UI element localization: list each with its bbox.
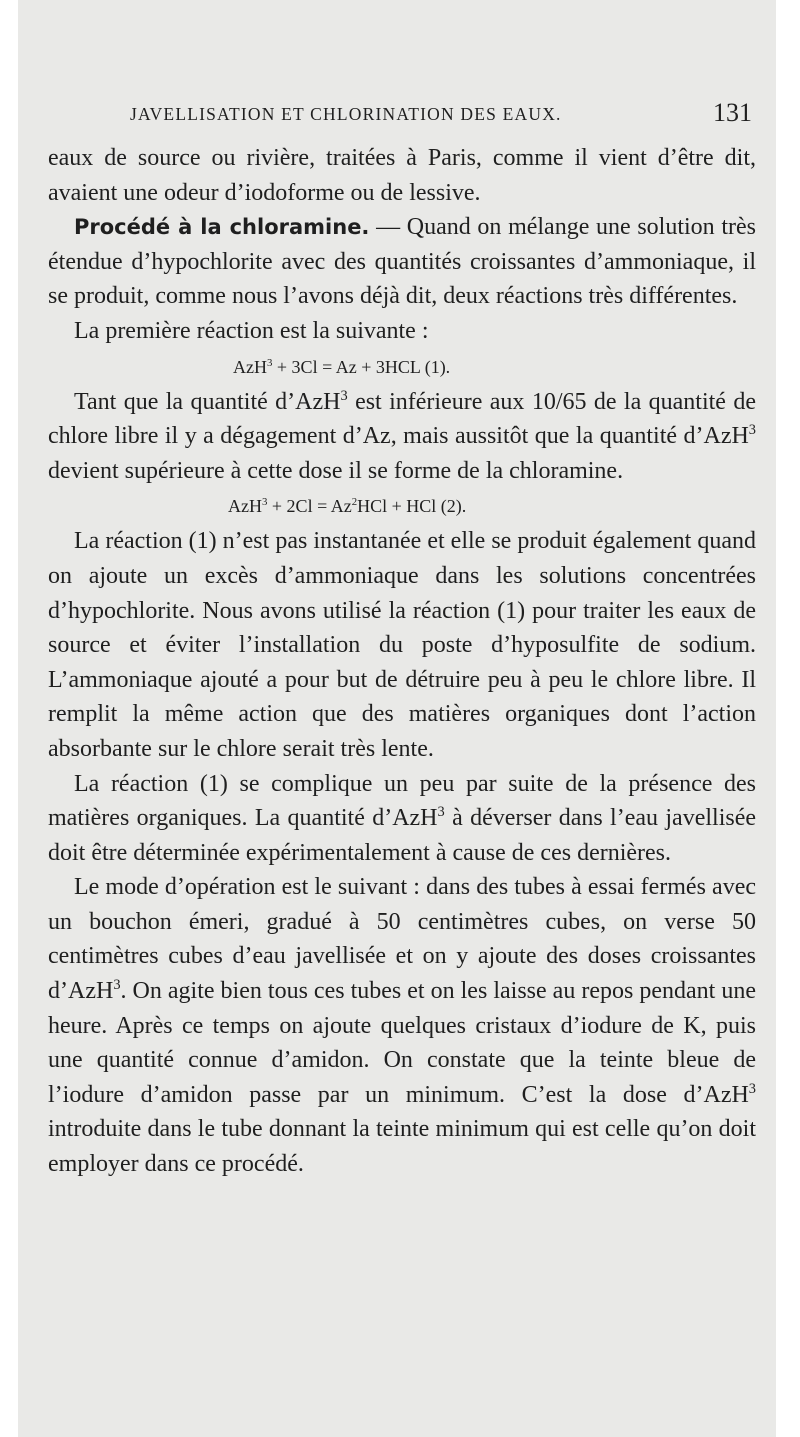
paragraph-1: eaux de source ou rivière, traitées à Paris, comme il vient d’être dit, avaient une odeur d’iodoforme ou de lessive. (48, 145, 756, 206)
body-text (48, 141, 756, 1182)
page-edge (776, 0, 788, 1437)
paragraph-2-text: — Quand on mélange une solution très étendue d’hypochlorite avec des quantités croissantes d’ammoniaque, il se produit, comme nous l’avons déjà dit, deux réactions très différentes. (48, 214, 756, 310)
section-heading: Procédé à la chloramine. (74, 215, 370, 240)
paragraph-3: La première réaction est la suivante : (74, 317, 429, 344)
paragraph-7: Le mode d’opération est le suivant : dans des tubes à essai fermés avec un bouchon émeri, gradué à 50 centimètres cubes, on verse 50 centimètres cubes d’eau javellisée et on y ajoute des doses croissantes d’AzH$^3$. On agite bien tous ces tubes et on les laisse au repos pendant une heure. Après ce temps on ajoute quelques cristaux d’iodure de K, puis une quantité connue d’amidon. On constate que la teinte bleue de l’iodure d’amidon passe par un minimum. C’est la dose d’AzH$^3$ introduite dans le tube donnant la teinte minimum qui est celle qu’on doit employer dans ce procédé. (48, 874, 756, 1178)
paragraph-5: La réaction (1) n’est pas instantanée et elle se produit également quand on ajoute un excès d’ammoniaque dans les solutions concentrées d’hypochlorite. Nous avons utilisé la réaction (1) pour traiter les eaux de source et éviter l’installation du poste d’hyposulfite de sodium. L’ammoniaque ajouté a pour but de détruire peu à peu le chlore libre. Il remplit la même action que des matières organiques dont l’action absorbante sur le chlore serait très lente. (48, 528, 756, 762)
paragraph-2 (48, 210, 756, 314)
formula-2: $AzH^3 + 2Cl = Az^2HCl$ + HCl (2). (228, 496, 467, 517)
running-head: JAVELLISATION ET CHLORINATION DES EAUX. (130, 104, 562, 124)
page-number: 131 (713, 98, 752, 127)
formula-1: AzH$^3$ + 3Cl = Az + 3HCL (1). (233, 356, 451, 377)
paragraph-4: Tant que la quantité d’AzH$^3$ est inférieure aux 10/65 de la quantité de chlore libre il y a dégagement d’Az, mais aussitôt que la quantité d’AzH$^3$ devient supérieure à cette dose il se forme de la chloramine. (48, 387, 756, 484)
paragraph-6: La réaction (1) se complique un peu par suite de la présence des matières organiques. La quantité d’AzH$^3$ à déverser dans l’eau javellisée doit être déterminée expérimentalement à cause de ces dernières. (48, 770, 757, 866)
